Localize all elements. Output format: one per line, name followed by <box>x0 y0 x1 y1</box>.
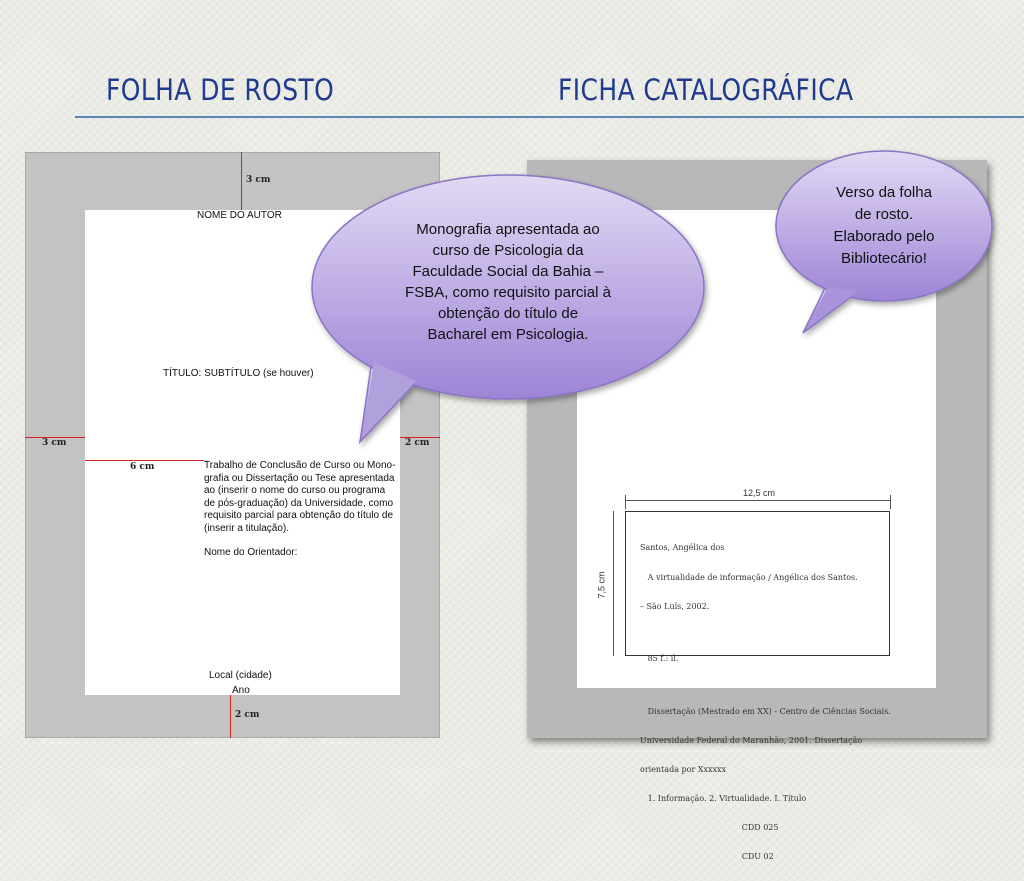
bubble-line: curso de Psicologia da <box>432 242 584 259</box>
place-label: Local (cidade) <box>209 670 272 681</box>
bubble-line: Monografia apresentada ao <box>416 221 600 238</box>
bubble-line: obtenção do título de <box>437 305 579 322</box>
nature-line: Trabalho de Conclusão de Curso ou Mono- <box>204 460 396 471</box>
left-margin-label: 3 cm <box>42 438 67 448</box>
nature-line: grafia ou Dissertação ou Tese apresentada <box>204 472 395 484</box>
advisor-label: Nome do Orientador: <box>204 547 298 558</box>
ficha-catalografica-heading: FICHA CATALOGRÁFICA <box>558 73 854 107</box>
top-margin-label: 3 cm <box>246 175 271 185</box>
nature-line: ao (inserir o nome do curso ou programa <box>204 485 386 496</box>
card-line: 1. Informação. 2. Virtualidade. I. Título <box>640 793 807 803</box>
work-title: TÍTULO: SUBTÍTULO (se houver) <box>163 368 314 379</box>
card-line: 85 f.: il. <box>640 654 679 664</box>
verso-bubble-text <box>810 182 958 270</box>
card-line: CDU 02 <box>640 852 774 862</box>
width-dim-label: 12,5 cm <box>743 488 776 498</box>
bubble-line: de rosto. <box>854 206 914 223</box>
card-line: CDD 025 <box>640 823 779 833</box>
bubble-line: Faculdade Social da Bahia – <box>412 263 604 280</box>
right-margin-label: 2 cm <box>405 438 430 448</box>
bubble-line: Elaborado pelo <box>833 228 935 245</box>
height-dim-label: 7,5 cm <box>596 571 607 599</box>
card-line: Dissertação (Mestrado em XX) - Centro de Ciências Sociais. <box>640 706 891 716</box>
bubble-line: Bibliotecário! <box>841 250 927 267</box>
author-name: NOME DO AUTOR <box>197 210 282 221</box>
bottom-margin-label: 2 cm <box>235 710 260 720</box>
year-label: Ano <box>232 685 250 696</box>
six-cm-label: 6 cm <box>130 462 155 472</box>
monografia-bubble-text <box>366 219 650 345</box>
bubble-line: Verso da folha <box>836 184 932 201</box>
bubble-line: Bacharel em Psicologia. <box>427 326 589 343</box>
card-line: Universidade Federal do Maranhão, 2001. Dissertação <box>640 735 863 745</box>
folha-de-rosto-heading: FOLHA DE ROSTO <box>106 73 335 107</box>
nature-line: requisito parcial para obtenção do título de <box>204 510 394 521</box>
bubble-line: FSBA, como requisito parcial à <box>405 284 611 301</box>
card-line: – São Luís, 2002. <box>640 601 710 611</box>
card-line: Santos, Angélica dos <box>640 543 725 553</box>
card-line: A virtualidade de informação / Angélica dos Santos. <box>640 572 858 582</box>
nature-line: (inserir a titulação). <box>204 522 290 534</box>
nature-line: de pós-graduação) da Universidade, como <box>204 497 393 509</box>
card-line: orientada por Xxxxxx <box>640 764 727 774</box>
